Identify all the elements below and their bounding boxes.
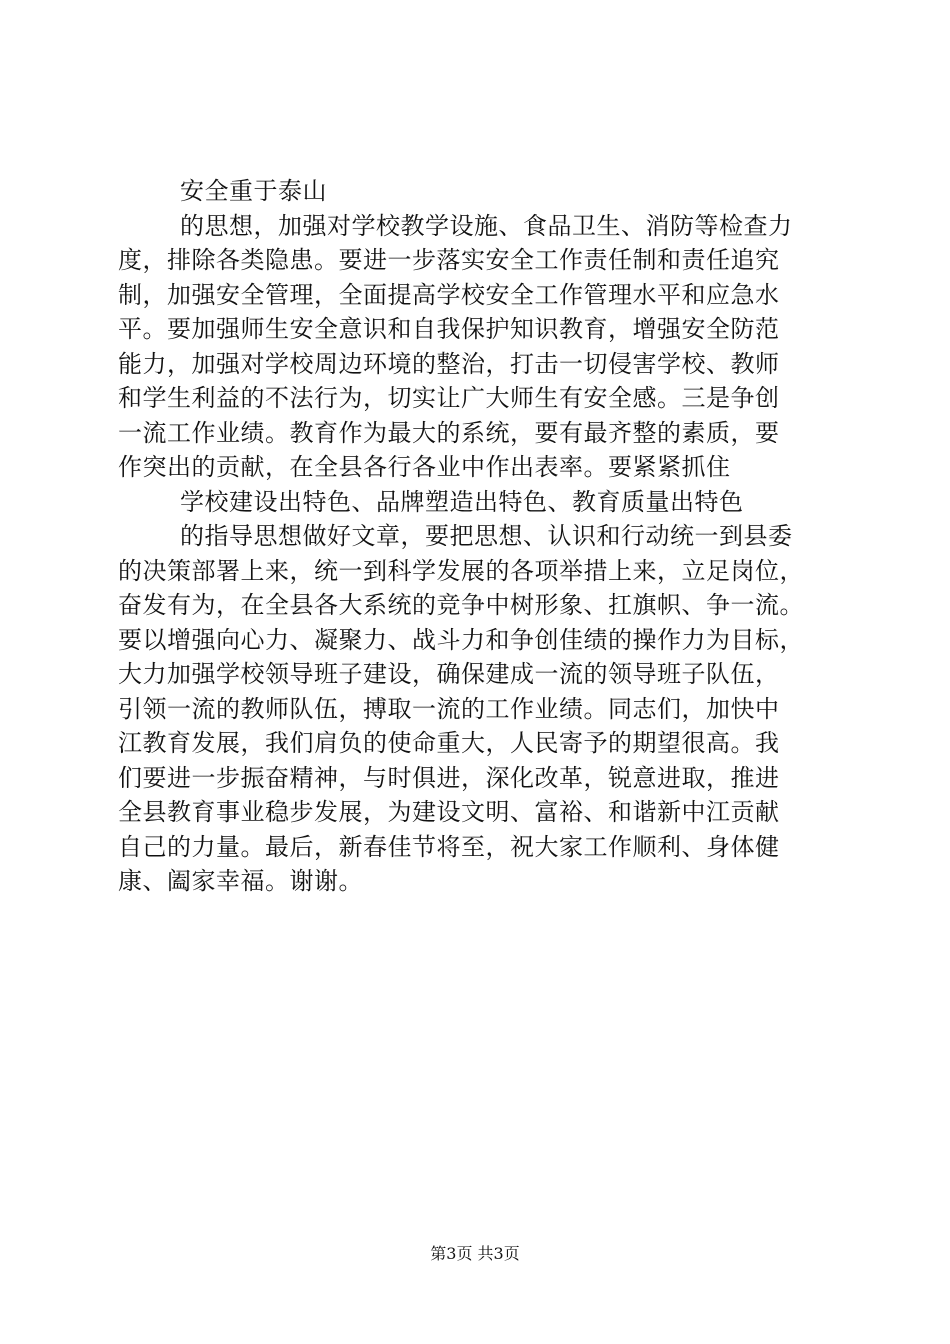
page-number-footer: 第3页 共3页 <box>430 1244 520 1263</box>
paragraph-line: 自己的力量。最后，新春佳节将至，祝大家工作顺利、身体健 <box>118 832 780 861</box>
paragraph-line: 全县教育事业稳步发展，为建设文明、富裕、和谐新中江贡献 <box>118 798 780 826</box>
document-body <box>118 174 838 899</box>
paragraph-line: 要以增强向心力、凝聚力、战斗力和争创佳绩的操作力为目标， <box>118 625 804 654</box>
paragraph-line: 作突出的贡献，在全县各行各业中作出表率。要紧紧抓住 <box>118 453 731 481</box>
paragraph-line: 大力加强学校领导班子建设，确保建成一流的领导班子队伍， <box>118 660 780 688</box>
paragraph-line: 度，排除各类隐患。要进一步落实安全工作责任制和责任追究 <box>118 246 780 274</box>
paragraph-line: 的决策部署上来，统一到科学发展的各项举措上来，立足岗位， <box>118 556 804 585</box>
paragraph-line: 的指导思想做好文章，要把思想、认识和行动统一到县委 <box>180 522 793 550</box>
paragraph-line: 引领一流的教师队伍，搏取一流的工作业绩。同志们，加快中 <box>118 694 780 723</box>
paragraph-line: 的思想，加强对学校教学设施、食品卫生、消防等检查力 <box>180 211 793 240</box>
paragraph-line: 康、阖家幸福。谢谢。 <box>118 867 363 895</box>
paragraph-line: 和学生利益的不法行为，切实让广大师生有安全感。三是争创 <box>118 384 780 412</box>
paragraph-line: 江教育发展，我们肩负的使命重大，人民寄予的期望很高。我 <box>118 729 780 757</box>
paragraph-line: 们要进一步振奋精神，与时俱进，深化改革，锐意进取，推进 <box>118 763 780 792</box>
paragraph-line: 一流工作业绩。教育作为最大的系统，要有最齐整的素质，要 <box>118 418 780 447</box>
paragraph-line: 平。要加强师生安全意识和自我保护知识教育，增强安全防范 <box>118 315 780 343</box>
paragraph-line: 奋发有为，在全县各大系统的竞争中树形象、扛旗帜、争一流。 <box>118 591 804 619</box>
heading-line: 安全重于泰山 <box>180 177 327 205</box>
paragraph-line: 制，加强安全管理，全面提高学校安全工作管理水平和应急水 <box>118 280 780 309</box>
paragraph-line: 学校建设出特色、品牌塑造出特色、教育质量出特色 <box>180 487 744 516</box>
paragraph-line: 能力，加强对学校周边环境的整治，打击一切侵害学校、教师 <box>118 349 780 378</box>
